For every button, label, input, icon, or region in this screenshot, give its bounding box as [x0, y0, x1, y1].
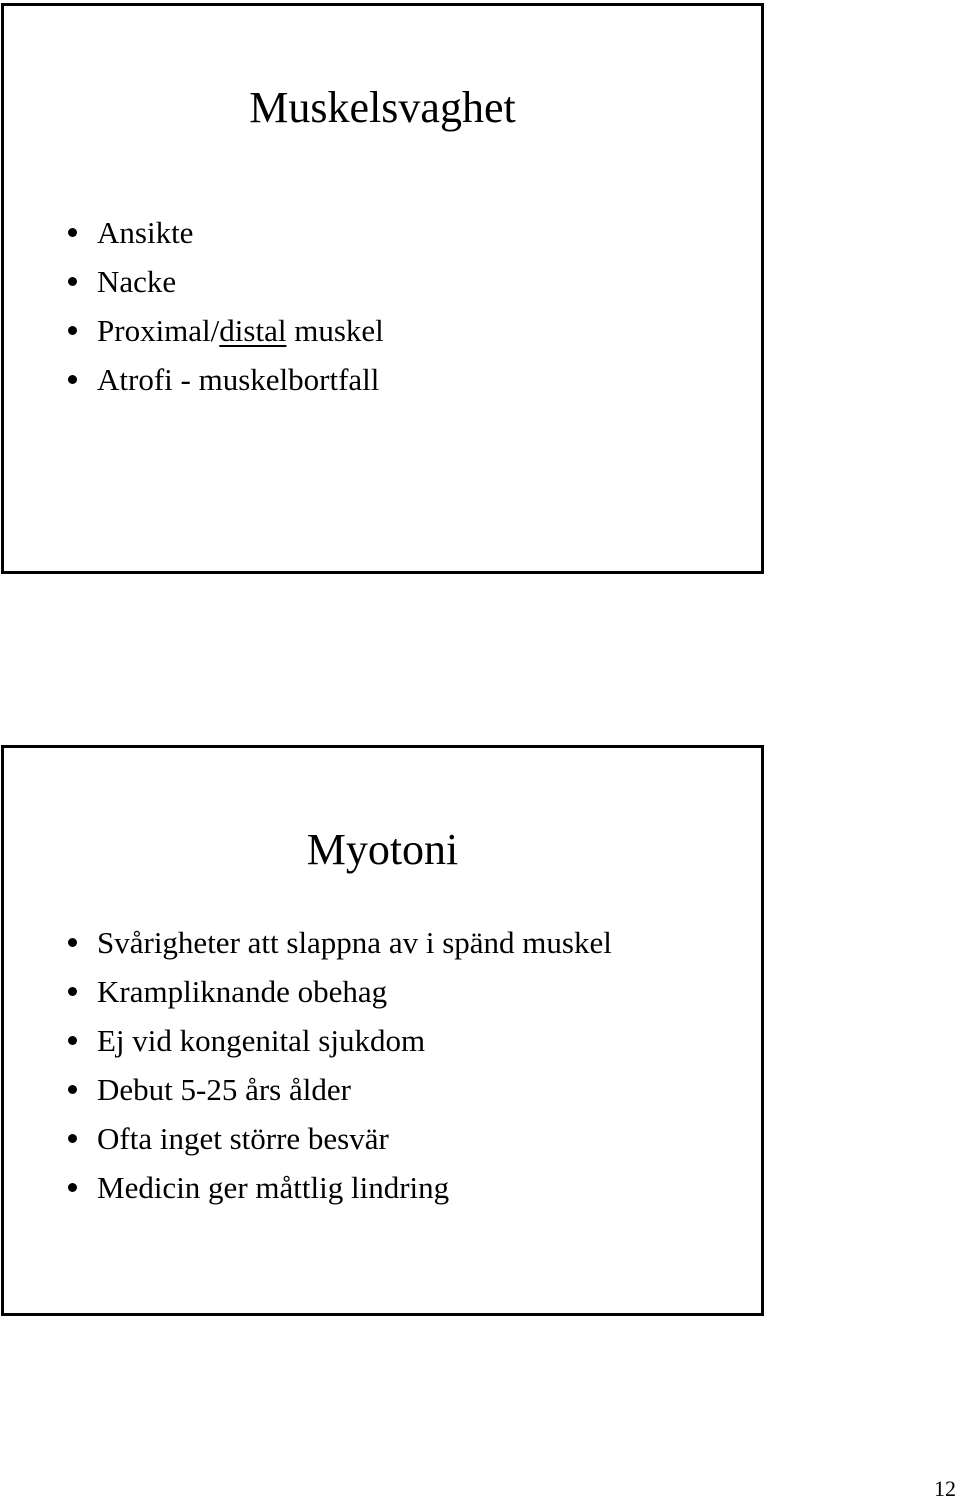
bullet-item [68, 355, 384, 404]
bullet-dot-icon [68, 277, 77, 286]
bullet-text: Atrofi - muskelbortfall [97, 362, 380, 397]
slide-muskelsvaghet [1, 3, 764, 574]
bullet-text: Medicin ger måttlig lindring [97, 1170, 450, 1205]
bullet-dot-icon [68, 938, 77, 947]
bullet-text: Debut 5-25 års ålder [97, 1072, 351, 1107]
bullet-item [68, 257, 384, 306]
bullet-item [68, 1114, 612, 1163]
bullet-text-underlined: distal [219, 313, 287, 348]
slide-myotoni [1, 745, 764, 1316]
bullet-dot-icon [68, 228, 77, 237]
bullet-dot-icon [68, 1085, 77, 1094]
bullet-text: Ej vid kongenital sjukdom [97, 1023, 426, 1058]
bullet-text: Krampliknande obehag [97, 974, 388, 1009]
bullet-item [68, 306, 384, 355]
slide-title: Muskelsvaghet [249, 83, 516, 132]
bullet-text-suffix: muskel [286, 313, 384, 348]
bullet-text-prefix: Proximal/ [97, 313, 220, 348]
bullet-item [68, 1163, 612, 1212]
bullet-text: Svårigheter att slappna av i spänd muskel [97, 925, 612, 960]
slide-title: Myotoni [306, 825, 459, 874]
bullet-dot-icon [68, 1183, 77, 1192]
bullet-dot-icon [68, 987, 77, 996]
bullet-item [68, 967, 612, 1016]
bullet-item [68, 918, 612, 967]
bullet-list [68, 208, 384, 404]
bullet-dot-icon [68, 375, 77, 384]
page-number: 12 [934, 1476, 956, 1501]
bullet-dot-icon [68, 1036, 77, 1045]
bullet-item [68, 1065, 612, 1114]
bullet-item [68, 208, 384, 257]
bullet-item [68, 1016, 612, 1065]
bullet-text: Ansikte [97, 215, 194, 250]
bullet-list [68, 918, 612, 1212]
bullet-text: Nacke [97, 264, 177, 299]
bullet-text: Ofta inget större besvär [97, 1121, 389, 1156]
bullet-dot-icon [68, 326, 77, 335]
bullet-dot-icon [68, 1134, 77, 1143]
